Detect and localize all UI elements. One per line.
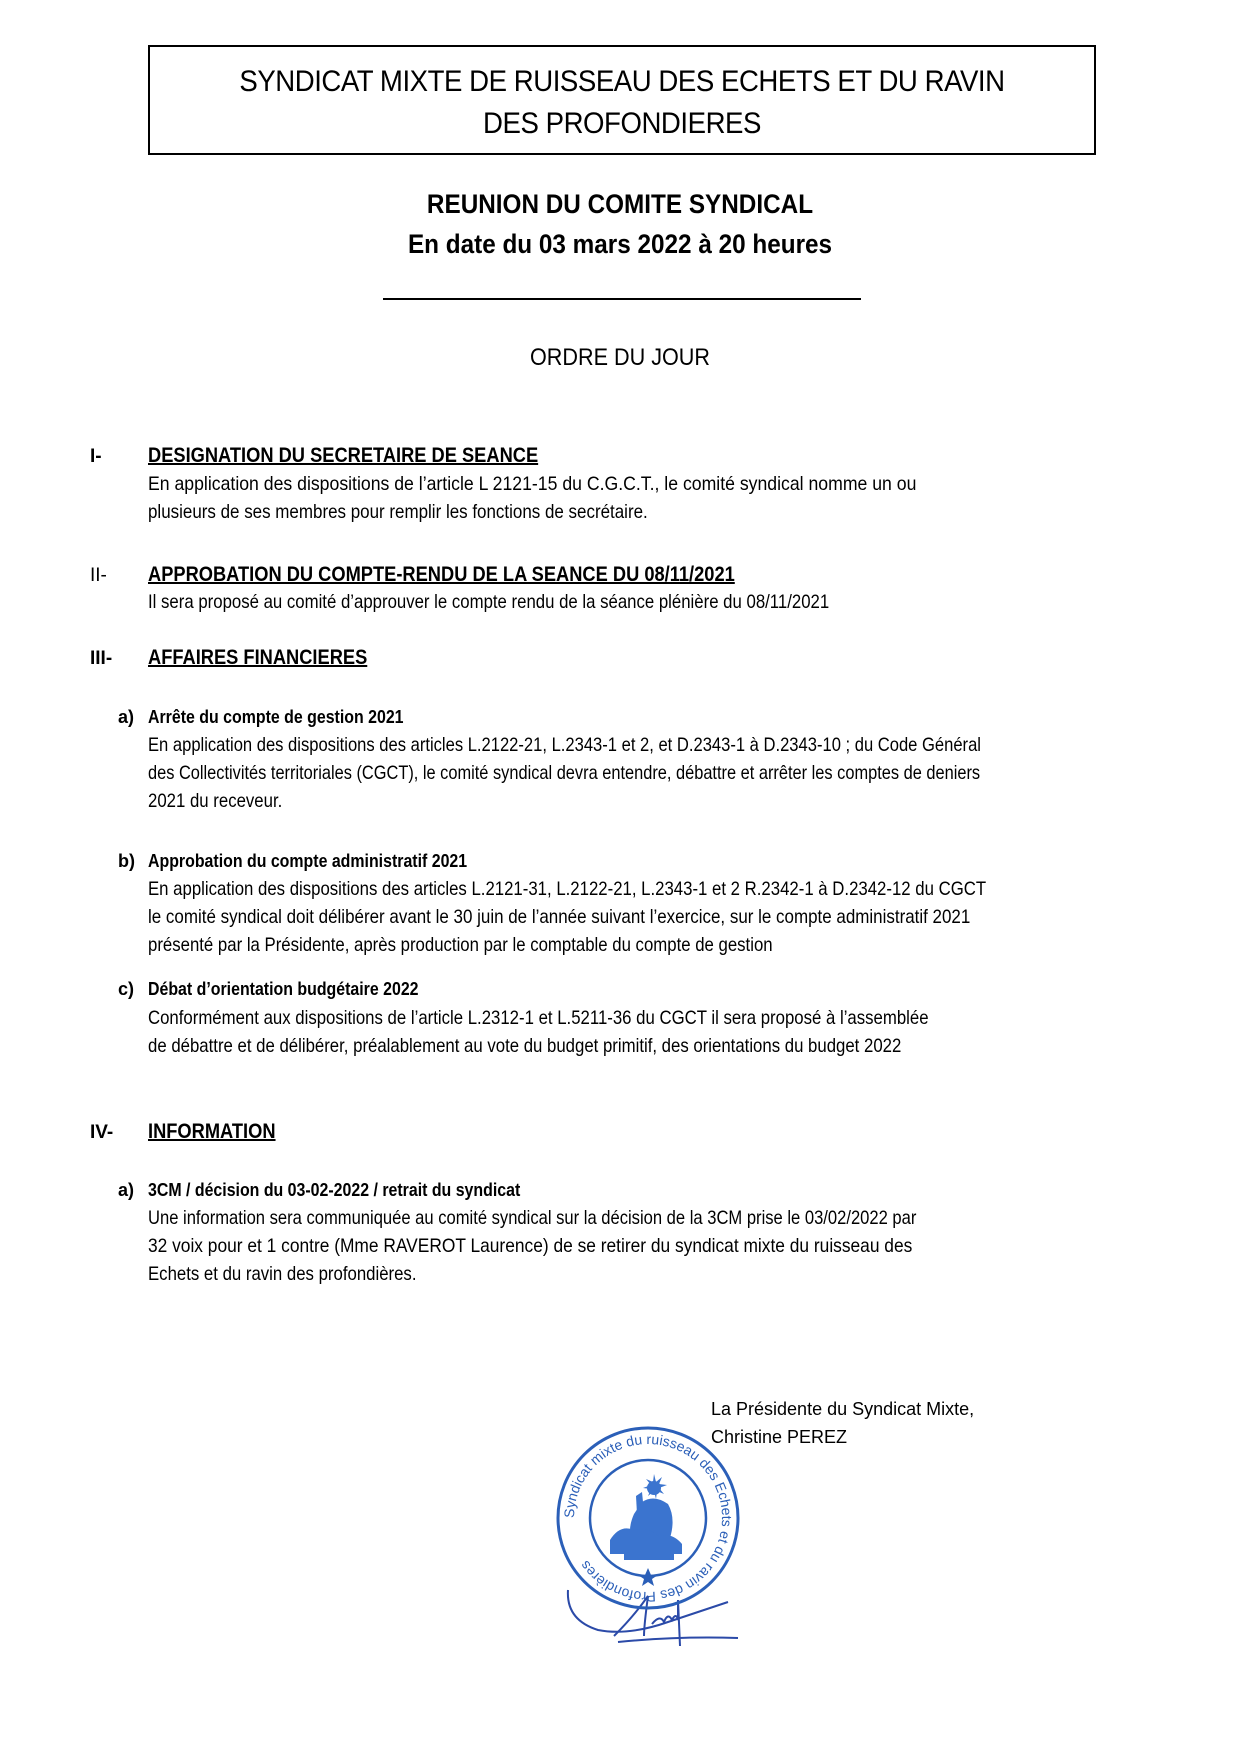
paragraph-line: de débattre et de délibérer, préalablement au vote du budget primitif, des orientations du budget 2022 bbox=[148, 1035, 902, 1057]
section-number: I- bbox=[90, 446, 102, 467]
item-label: c) bbox=[118, 979, 135, 999]
item-title: Arrête du compte de gestion 2021 bbox=[148, 706, 404, 727]
section-number: II- bbox=[90, 565, 107, 586]
signatory-name: Christine PEREZ bbox=[711, 1427, 848, 1447]
item-paragraph bbox=[148, 875, 1098, 959]
paragraph-line: En application des dispositions des articles L.2122-21, L.2343-1 et 2, et D.2343-1 à D.2343-10 ; du Code Général bbox=[148, 734, 981, 756]
star-icon bbox=[638, 1568, 658, 1586]
paragraph-line: le comité syndical doit délibérer avant le 30 juin de l’année suivant l’exercice, sur le compte administratif 2021 bbox=[148, 906, 971, 928]
stamp-ring-text: Syndicat mixte du ruisseau des Echets et du ravin des Profondières bbox=[560, 1430, 736, 1606]
paragraph-line: 2021 du receveur. bbox=[148, 790, 283, 812]
separator-rule bbox=[383, 298, 861, 300]
paragraph-line: Il sera proposé au comité d’approuver le compte rendu de la séance plénière du 08/11/2021 bbox=[148, 591, 830, 613]
official-stamp bbox=[548, 1418, 748, 1618]
section-title: INFORMATION bbox=[148, 1120, 276, 1143]
item-paragraph bbox=[148, 1004, 1098, 1060]
paragraph-line: présenté par la Présidente, après production par le comptable du compte de gestion bbox=[148, 934, 773, 956]
paragraph-line: des Collectivités territoriales (CGCT), le comité syndical devra entendre, débattre et arrêter les comptes de deniers bbox=[148, 762, 981, 784]
item-title: 3CM / décision du 03-02-2022 / retrait du syndicat bbox=[148, 1179, 521, 1200]
paragraph-line: 32 voix pour et 1 contre (Mme RAVEROT Laurence) de se retirer du syndicat mixte du ruisseau des bbox=[148, 1235, 913, 1257]
paragraph-line: En application des dispositions des articles L.2121-31, L.2122-21, L.2343-1 et 2 R.2342-1 à D.2342-12 du CGCT bbox=[148, 878, 987, 900]
section-number: III- bbox=[90, 648, 113, 669]
item-title: Débat d’orientation budgétaire 2022 bbox=[148, 978, 419, 999]
organization-title-box bbox=[148, 45, 1096, 155]
signatory-role: La Présidente du Syndicat Mixte, bbox=[711, 1399, 975, 1419]
section-paragraph bbox=[148, 470, 1098, 526]
section-title: APPROBATION DU COMPTE-RENDU DE LA SEANCE DU 08/11/2021 bbox=[148, 563, 735, 586]
section-title: AFFAIRES FINANCIERES bbox=[148, 646, 368, 669]
paragraph-line: Conformément aux dispositions de l’article L.2312-1 et L.5211-36 du CGCT il sera proposé à l’assemblée bbox=[148, 1007, 929, 1029]
organization-title-line-2: DES PROFONDIERES bbox=[483, 107, 761, 140]
item-title: Approbation du compte administratif 2021 bbox=[148, 850, 468, 871]
section-title: DESIGNATION DU SECRETAIRE DE SEANCE bbox=[148, 444, 539, 467]
marianne-figure-icon bbox=[610, 1474, 682, 1560]
agenda-title: ORDRE DU JOUR bbox=[529, 344, 710, 371]
paragraph-line: En application des dispositions de l’article L 2121-15 du C.G.C.T., le comité syndical nomme un ou bbox=[148, 473, 917, 495]
item-paragraph bbox=[148, 731, 1098, 815]
item-paragraph bbox=[148, 1204, 1098, 1288]
section-number: IV- bbox=[90, 1122, 114, 1143]
meeting-title: REUNION DU COMITE SYNDICAL bbox=[426, 189, 814, 219]
meeting-date: En date du 03 mars 2022 à 20 heures bbox=[407, 229, 833, 259]
paragraph-line: Echets et du ravin des profondières. bbox=[148, 1263, 417, 1285]
paragraph-line: plusieurs de ses membres pour remplir les fonctions de secrétaire. bbox=[148, 501, 648, 523]
section-paragraph bbox=[148, 588, 1098, 616]
paragraph-line: Une information sera communiquée au comité syndical sur la décision de la 3CM prise le 03/02/2022 par bbox=[148, 1207, 917, 1229]
organization-title-line-1: SYNDICAT MIXTE DE RUISSEAU DES ECHETS ET DU RAVIN bbox=[239, 65, 1005, 98]
item-label: a) bbox=[118, 707, 135, 727]
item-label: b) bbox=[118, 851, 135, 871]
item-label: a) bbox=[118, 1180, 135, 1200]
